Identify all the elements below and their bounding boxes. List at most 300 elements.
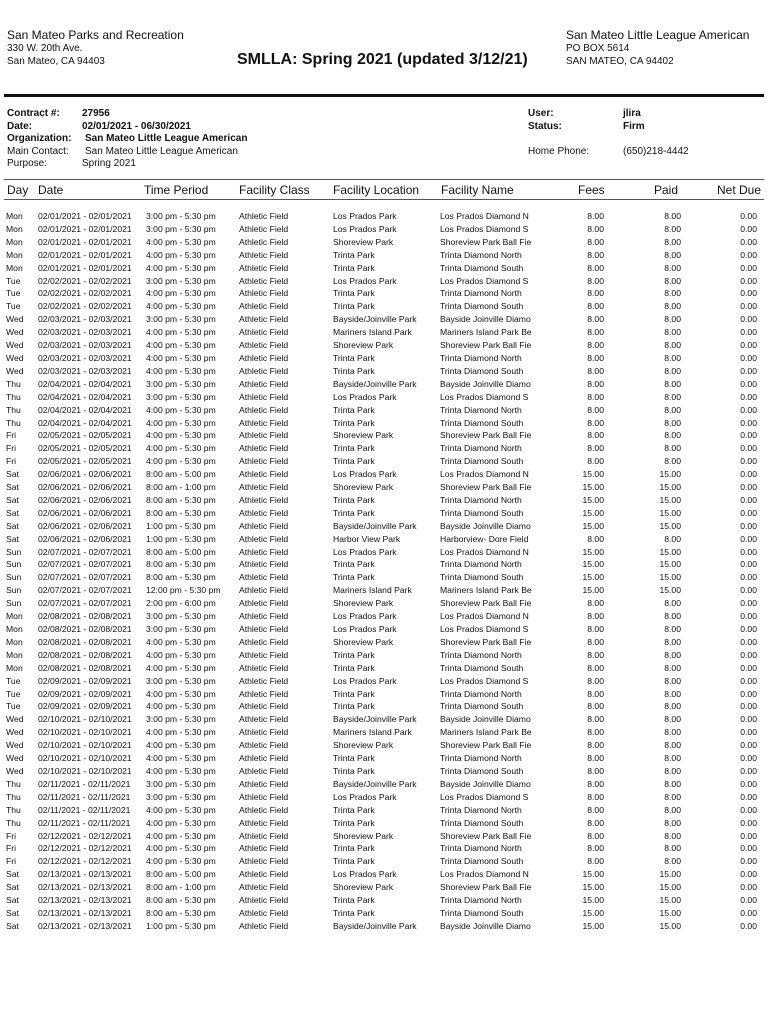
net-due-cell: 0.00 xyxy=(740,340,757,351)
time-period-cell: 8:00 am - 5:30 pm xyxy=(146,907,216,918)
net-due-cell: 0.00 xyxy=(740,688,757,699)
paid-cell: 8.00 xyxy=(664,624,681,634)
facility-location-cell: Trinta Park xyxy=(333,765,375,776)
facility-class-cell: Athletic Field xyxy=(239,856,289,867)
table-row xyxy=(0,533,768,546)
paid-cell: 8.00 xyxy=(664,249,681,260)
net-due-cell: 0.00 xyxy=(740,211,757,221)
time-period-cell: 8:00 am - 1:00 pm xyxy=(146,882,216,893)
fees-cell: 8.00 xyxy=(587,430,604,441)
net-due-cell: 0.00 xyxy=(740,288,757,299)
facility-location-cell: Trinta Park xyxy=(333,456,375,467)
facility-class-cell: Athletic Field xyxy=(239,649,289,660)
status-value: Firm xyxy=(623,120,645,132)
fees-cell: 15.00 xyxy=(582,546,604,557)
date-cell: 02/13/2021 - 02/13/2021 xyxy=(38,920,132,931)
date-label: Date: xyxy=(7,120,33,132)
day-cell: Fri xyxy=(6,830,17,841)
facility-class-cell: Athletic Field xyxy=(239,378,289,389)
table-row xyxy=(0,391,768,404)
paid-cell: 15.00 xyxy=(659,546,681,557)
facility-class-cell: Athletic Field xyxy=(239,791,289,802)
facility-location-cell: Shoreview Park xyxy=(333,340,394,351)
time-period-cell: 3:00 pm - 5:30 pm xyxy=(146,275,216,286)
net-due-cell: 0.00 xyxy=(740,494,757,505)
fees-cell: 8.00 xyxy=(587,223,604,234)
time-period-cell: 4:00 pm - 5:30 pm xyxy=(146,236,216,247)
facility-name-cell: Shoreview Park Ball Fie xyxy=(440,882,532,893)
table-row xyxy=(0,881,768,894)
issuer-address-line2: San Mateo, CA 94403 xyxy=(7,56,105,67)
paid-cell: 8.00 xyxy=(664,636,681,647)
facility-location-cell: Trinta Park xyxy=(333,895,375,906)
facility-location-cell: Los Prados Park xyxy=(333,275,397,286)
net-due-cell: 0.00 xyxy=(740,765,757,776)
facility-location-cell: Shoreview Park xyxy=(333,636,394,647)
paid-cell: 8.00 xyxy=(664,675,681,686)
time-period-cell: 3:00 pm - 5:30 pm xyxy=(146,791,216,802)
day-cell: Thu xyxy=(6,391,21,402)
time-period-cell: 1:00 pm - 5:30 pm xyxy=(146,520,216,531)
facility-name-cell: Los Prados Diamond N xyxy=(440,546,529,557)
time-period-cell: 1:00 pm - 5:30 pm xyxy=(146,533,216,544)
fees-cell: 8.00 xyxy=(587,533,604,544)
fees-cell: 8.00 xyxy=(587,740,604,751)
fees-cell: 15.00 xyxy=(582,482,604,493)
facility-name-cell: Los Prados Diamond N xyxy=(440,469,529,480)
facility-name-cell: Bayside Joinville Diamo xyxy=(440,714,531,725)
facility-location-cell: Trinta Park xyxy=(333,572,375,583)
day-cell: Wed xyxy=(6,352,24,363)
net-due-cell: 0.00 xyxy=(740,482,757,493)
facility-class-cell: Athletic Field xyxy=(239,404,289,415)
facility-name-cell: Trinta Diamond North xyxy=(440,649,522,660)
time-period-cell: 4:00 pm - 5:30 pm xyxy=(146,456,216,467)
fees-cell: 8.00 xyxy=(587,456,604,467)
paid-cell: 8.00 xyxy=(664,804,681,815)
table-row xyxy=(0,365,768,378)
table-row xyxy=(0,597,768,610)
date-cell: 02/10/2021 - 02/10/2021 xyxy=(38,765,132,776)
main-contact-value: San Mateo Little League American xyxy=(85,145,238,157)
fees-cell: 8.00 xyxy=(587,714,604,725)
facility-class-cell: Athletic Field xyxy=(239,314,289,325)
facility-name-cell: Trinta Diamond North xyxy=(440,443,522,454)
time-period-cell: 3:00 pm - 5:30 pm xyxy=(146,675,216,686)
day-cell: Mon xyxy=(6,624,23,634)
day-cell: Sun xyxy=(6,585,22,596)
contract-number-value: 27956 xyxy=(82,108,110,119)
day-cell: Sun xyxy=(6,546,22,557)
fees-cell: 15.00 xyxy=(582,507,604,518)
fees-cell: 8.00 xyxy=(587,211,604,221)
facility-class-cell: Athletic Field xyxy=(239,275,289,286)
column-header-time-period: Time Period xyxy=(144,183,209,197)
date-cell: 02/10/2021 - 02/10/2021 xyxy=(38,727,132,738)
date-cell: 02/04/2021 - 02/04/2021 xyxy=(38,391,132,402)
day-cell: Sat xyxy=(6,895,19,906)
facility-class-cell: Athletic Field xyxy=(239,662,289,673)
fees-cell: 8.00 xyxy=(587,340,604,351)
facility-name-cell: Trinta Diamond South xyxy=(440,701,524,712)
date-cell: 02/08/2021 - 02/08/2021 xyxy=(38,624,132,634)
date-cell: 02/12/2021 - 02/12/2021 xyxy=(38,856,132,867)
time-period-cell: 8:00 am - 5:30 pm xyxy=(146,895,216,906)
time-period-cell: 4:00 pm - 5:30 pm xyxy=(146,804,216,815)
date-cell: 02/09/2021 - 02/09/2021 xyxy=(38,701,132,712)
facility-name-cell: Trinta Diamond North xyxy=(440,249,522,260)
day-cell: Sun xyxy=(6,572,22,583)
facility-location-cell: Trinta Park xyxy=(333,559,375,570)
date-cell: 02/10/2021 - 02/10/2021 xyxy=(38,714,132,725)
facility-name-cell: Shoreview Park Ball Fie xyxy=(440,430,532,441)
table-row xyxy=(0,739,768,752)
table-row xyxy=(0,778,768,791)
time-period-cell: 8:00 am - 1:00 pm xyxy=(146,482,216,493)
facility-name-cell: Los Prados Diamond S xyxy=(440,791,529,802)
facility-name-cell: Trinta Diamond South xyxy=(440,507,524,518)
facility-name-cell: Bayside Joinville Diamo xyxy=(440,778,531,789)
date-cell: 02/07/2021 - 02/07/2021 xyxy=(38,585,132,596)
net-due-cell: 0.00 xyxy=(740,430,757,441)
facility-location-cell: Shoreview Park xyxy=(333,430,394,441)
day-cell: Wed xyxy=(6,365,24,376)
facility-class-cell: Athletic Field xyxy=(239,236,289,247)
paid-cell: 8.00 xyxy=(664,223,681,234)
fees-cell: 8.00 xyxy=(587,843,604,854)
purpose-label: Purpose: xyxy=(7,158,48,169)
time-period-cell: 8:00 am - 5:30 pm xyxy=(146,507,216,518)
date-cell: 02/13/2021 - 02/13/2021 xyxy=(38,907,132,918)
facility-class-cell: Athletic Field xyxy=(239,327,289,338)
recipient-name: San Mateo Little League American xyxy=(566,28,750,42)
paid-cell: 8.00 xyxy=(664,327,681,338)
date-cell: 02/06/2021 - 02/06/2021 xyxy=(38,520,132,531)
time-period-cell: 4:00 pm - 5:30 pm xyxy=(146,688,216,699)
day-cell: Wed xyxy=(6,340,24,351)
day-cell: Sat xyxy=(6,482,19,493)
day-cell: Fri xyxy=(6,843,17,854)
date-cell: 02/08/2021 - 02/08/2021 xyxy=(38,636,132,647)
facility-name-cell: Shoreview Park Ball Fie xyxy=(440,340,532,351)
facility-name-cell: Trinta Diamond North xyxy=(440,404,522,415)
fees-cell: 15.00 xyxy=(582,572,604,583)
paid-cell: 8.00 xyxy=(664,662,681,673)
time-period-cell: 3:00 pm - 5:30 pm xyxy=(146,391,216,402)
facility-name-cell: Trinta Diamond North xyxy=(440,288,522,299)
day-cell: Mon xyxy=(6,636,23,647)
day-cell: Thu xyxy=(6,804,21,815)
paid-cell: 8.00 xyxy=(664,753,681,764)
table-row xyxy=(0,713,768,726)
table-row xyxy=(0,610,768,623)
time-period-cell: 3:00 pm - 5:30 pm xyxy=(146,378,216,389)
facility-name-cell: Shoreview Park Ball Fie xyxy=(440,740,532,751)
day-cell: Wed xyxy=(6,727,24,738)
facility-location-cell: Trinta Park xyxy=(333,817,375,828)
facility-location-cell: Los Prados Park xyxy=(333,223,397,234)
facility-class-cell: Athletic Field xyxy=(239,830,289,841)
facility-name-cell: Trinta Diamond South xyxy=(440,662,524,673)
header-divider xyxy=(4,94,764,97)
facility-name-cell: Trinta Diamond South xyxy=(440,365,524,376)
facility-class-cell: Athletic Field xyxy=(239,727,289,738)
table-row xyxy=(0,429,768,442)
time-period-cell: 4:00 pm - 5:30 pm xyxy=(146,740,216,751)
net-due-cell: 0.00 xyxy=(740,314,757,325)
paid-cell: 8.00 xyxy=(664,598,681,609)
fees-cell: 8.00 xyxy=(587,830,604,841)
net-due-cell: 0.00 xyxy=(740,701,757,712)
net-due-cell: 0.00 xyxy=(740,714,757,725)
net-due-cell: 0.00 xyxy=(740,856,757,867)
time-period-cell: 4:00 pm - 5:30 pm xyxy=(146,262,216,273)
facility-name-cell: Bayside Joinville Diamo xyxy=(440,520,531,531)
paid-cell: 8.00 xyxy=(664,314,681,325)
time-period-cell: 4:00 pm - 5:30 pm xyxy=(146,249,216,260)
facility-name-cell: Shoreview Park Ball Fie xyxy=(440,482,532,493)
facility-class-cell: Athletic Field xyxy=(239,520,289,531)
date-cell: 02/07/2021 - 02/07/2021 xyxy=(38,572,132,583)
facility-name-cell: Los Prados Diamond N xyxy=(440,211,529,221)
table-row xyxy=(0,584,768,597)
net-due-cell: 0.00 xyxy=(740,611,757,622)
fees-cell: 8.00 xyxy=(587,236,604,247)
date-cell: 02/05/2021 - 02/05/2021 xyxy=(38,430,132,441)
facility-name-cell: Bayside Joinville Diamo xyxy=(440,314,531,325)
facility-class-cell: Athletic Field xyxy=(239,469,289,480)
facility-name-cell: Trinta Diamond North xyxy=(440,895,522,906)
net-due-cell: 0.00 xyxy=(740,882,757,893)
table-row xyxy=(0,791,768,804)
facility-class-cell: Athletic Field xyxy=(239,907,289,918)
time-period-cell: 4:00 pm - 5:30 pm xyxy=(146,765,216,776)
date-cell: 02/02/2021 - 02/02/2021 xyxy=(38,288,132,299)
fees-cell: 8.00 xyxy=(587,417,604,428)
day-cell: Thu xyxy=(6,778,21,789)
date-cell: 02/13/2021 - 02/13/2021 xyxy=(38,869,132,880)
net-due-cell: 0.00 xyxy=(740,456,757,467)
facility-location-cell: Los Prados Park xyxy=(333,869,397,880)
facility-location-cell: Trinta Park xyxy=(333,352,375,363)
facility-location-cell: Trinta Park xyxy=(333,494,375,505)
organization-value: San Mateo Little League American xyxy=(85,133,248,144)
net-due-cell: 0.00 xyxy=(740,520,757,531)
day-cell: Sun xyxy=(6,559,22,570)
column-header-facility-class: Facility Class xyxy=(239,183,310,197)
paid-cell: 15.00 xyxy=(659,895,681,906)
facility-class-cell: Athletic Field xyxy=(239,753,289,764)
paid-cell: 8.00 xyxy=(664,533,681,544)
fees-cell: 8.00 xyxy=(587,765,604,776)
facility-name-cell: Trinta Diamond South xyxy=(440,907,524,918)
facility-name-cell: Los Prados Diamond N xyxy=(440,611,529,622)
date-value: 02/01/2021 - 06/30/2021 xyxy=(82,120,191,132)
net-due-cell: 0.00 xyxy=(740,223,757,234)
date-cell: 02/06/2021 - 02/06/2021 xyxy=(38,482,132,493)
table-row xyxy=(0,468,768,481)
date-cell: 02/03/2021 - 02/03/2021 xyxy=(38,365,132,376)
table-row xyxy=(0,352,768,365)
net-due-cell: 0.00 xyxy=(740,727,757,738)
date-cell: 02/01/2021 - 02/01/2021 xyxy=(38,211,132,221)
time-period-cell: 4:00 pm - 5:30 pm xyxy=(146,830,216,841)
paid-cell: 8.00 xyxy=(664,211,681,221)
paid-cell: 8.00 xyxy=(664,301,681,312)
net-due-cell: 0.00 xyxy=(740,249,757,260)
facility-location-cell: Mariners Island Park xyxy=(333,327,412,338)
fees-cell: 8.00 xyxy=(587,817,604,828)
facility-location-cell: Bayside/Joinville Park xyxy=(333,378,417,389)
facility-location-cell: Bayside/Joinville Park xyxy=(333,714,417,725)
fees-cell: 8.00 xyxy=(587,301,604,312)
day-cell: Mon xyxy=(6,249,23,260)
facility-class-cell: Athletic Field xyxy=(239,262,289,273)
facility-class-cell: Athletic Field xyxy=(239,533,289,544)
time-period-cell: 4:00 pm - 5:30 pm xyxy=(146,649,216,660)
paid-cell: 8.00 xyxy=(664,404,681,415)
day-cell: Thu xyxy=(6,417,21,428)
booking-table-body xyxy=(0,210,768,933)
fees-cell: 15.00 xyxy=(582,895,604,906)
day-cell: Fri xyxy=(6,443,17,454)
net-due-cell: 0.00 xyxy=(740,843,757,854)
table-row xyxy=(0,287,768,300)
facility-class-cell: Athletic Field xyxy=(239,443,289,454)
time-period-cell: 4:00 pm - 5:30 pm xyxy=(146,417,216,428)
facility-class-cell: Athletic Field xyxy=(239,804,289,815)
facility-name-cell: Bayside Joinville Diamo xyxy=(440,378,531,389)
facility-name-cell: Trinta Diamond South xyxy=(440,856,524,867)
facility-location-cell: Los Prados Park xyxy=(333,546,397,557)
facility-location-cell: Trinta Park xyxy=(333,288,375,299)
table-row xyxy=(0,558,768,571)
fees-cell: 8.00 xyxy=(587,701,604,712)
table-row xyxy=(0,546,768,559)
table-row xyxy=(0,688,768,701)
facility-class-cell: Athletic Field xyxy=(239,611,289,622)
facility-class-cell: Athletic Field xyxy=(239,288,289,299)
net-due-cell: 0.00 xyxy=(740,636,757,647)
facility-class-cell: Athletic Field xyxy=(239,817,289,828)
date-cell: 02/07/2021 - 02/07/2021 xyxy=(38,546,132,557)
facility-class-cell: Athletic Field xyxy=(239,417,289,428)
net-due-cell: 0.00 xyxy=(740,275,757,286)
facility-class-cell: Athletic Field xyxy=(239,365,289,376)
column-header-day: Day xyxy=(7,183,29,197)
net-due-cell: 0.00 xyxy=(740,778,757,789)
purpose-value: Spring 2021 xyxy=(82,158,136,169)
paid-cell: 8.00 xyxy=(664,688,681,699)
facility-location-cell: Trinta Park xyxy=(333,417,375,428)
paid-cell: 8.00 xyxy=(664,262,681,273)
time-period-cell: 3:00 pm - 5:30 pm xyxy=(146,624,216,634)
date-cell: 02/06/2021 - 02/06/2021 xyxy=(38,494,132,505)
table-row xyxy=(0,868,768,881)
fees-cell: 8.00 xyxy=(587,649,604,660)
facility-location-cell: Trinta Park xyxy=(333,649,375,660)
fees-cell: 15.00 xyxy=(582,559,604,570)
facility-location-cell: Bayside/Joinville Park xyxy=(333,920,417,931)
issuer-name: San Mateo Parks and Recreation xyxy=(7,28,184,42)
time-period-cell: 8:00 am - 5:30 pm xyxy=(146,494,216,505)
day-cell: Sat xyxy=(6,520,19,531)
facility-location-cell: Shoreview Park xyxy=(333,482,394,493)
day-cell: Thu xyxy=(6,817,21,828)
paid-cell: 8.00 xyxy=(664,365,681,376)
facility-name-cell: Harborview- Dore Field xyxy=(440,533,529,544)
fees-cell: 8.00 xyxy=(587,611,604,622)
day-cell: Tue xyxy=(6,288,21,299)
paid-cell: 15.00 xyxy=(659,882,681,893)
net-due-cell: 0.00 xyxy=(740,378,757,389)
day-cell: Sat xyxy=(6,907,19,918)
fees-cell: 15.00 xyxy=(582,469,604,480)
net-due-cell: 0.00 xyxy=(740,327,757,338)
facility-name-cell: Trinta Diamond South xyxy=(440,765,524,776)
column-header-facility-name: Facility Name xyxy=(441,183,514,197)
fees-cell: 8.00 xyxy=(587,365,604,376)
facility-location-cell: Trinta Park xyxy=(333,688,375,699)
time-period-cell: 3:00 pm - 5:30 pm xyxy=(146,611,216,622)
facility-name-cell: Shoreview Park Ball Fie xyxy=(440,636,532,647)
table-row xyxy=(0,339,768,352)
net-due-cell: 0.00 xyxy=(740,869,757,880)
time-period-cell: 3:00 pm - 5:30 pm xyxy=(146,223,216,234)
table-row xyxy=(0,262,768,275)
user-value: jlira xyxy=(623,108,641,119)
time-period-cell: 4:00 pm - 5:30 pm xyxy=(146,817,216,828)
paid-cell: 8.00 xyxy=(664,727,681,738)
table-row xyxy=(0,752,768,765)
fees-cell: 8.00 xyxy=(587,688,604,699)
facility-location-cell: Trinta Park xyxy=(333,262,375,273)
time-period-cell: 8:00 am - 5:30 pm xyxy=(146,572,216,583)
date-cell: 02/01/2021 - 02/01/2021 xyxy=(38,262,132,273)
paid-cell: 8.00 xyxy=(664,340,681,351)
day-cell: Wed xyxy=(6,714,24,725)
date-cell: 02/04/2021 - 02/04/2021 xyxy=(38,404,132,415)
paid-cell: 15.00 xyxy=(659,482,681,493)
facility-name-cell: Los Prados Diamond S xyxy=(440,391,529,402)
day-cell: Wed xyxy=(6,327,24,338)
paid-cell: 15.00 xyxy=(659,585,681,596)
facility-class-cell: Athletic Field xyxy=(239,456,289,467)
facility-location-cell: Harbor View Park xyxy=(333,533,401,544)
facility-class-cell: Athletic Field xyxy=(239,843,289,854)
table-row xyxy=(0,894,768,907)
date-cell: 02/06/2021 - 02/06/2021 xyxy=(38,469,132,480)
facility-location-cell: Los Prados Park xyxy=(333,469,397,480)
net-due-cell: 0.00 xyxy=(740,559,757,570)
facility-name-cell: Mariners Island Park Be xyxy=(440,727,532,738)
date-cell: 02/07/2021 - 02/07/2021 xyxy=(38,598,132,609)
facility-class-cell: Athletic Field xyxy=(239,740,289,751)
facility-name-cell: Bayside Joinville Diamo xyxy=(440,920,531,931)
facility-name-cell: Los Prados Diamond N xyxy=(440,869,529,880)
day-cell: Wed xyxy=(6,753,24,764)
paid-cell: 15.00 xyxy=(659,469,681,480)
user-label: User: xyxy=(528,108,554,119)
facility-class-cell: Athletic Field xyxy=(239,585,289,596)
facility-name-cell: Shoreview Park Ball Fie xyxy=(440,236,532,247)
facility-location-cell: Trinta Park xyxy=(333,404,375,415)
net-due-cell: 0.00 xyxy=(740,662,757,673)
column-header-date: Date xyxy=(38,183,64,197)
net-due-cell: 0.00 xyxy=(740,804,757,815)
facility-name-cell: Trinta Diamond South xyxy=(440,456,524,467)
day-cell: Mon xyxy=(6,611,23,622)
